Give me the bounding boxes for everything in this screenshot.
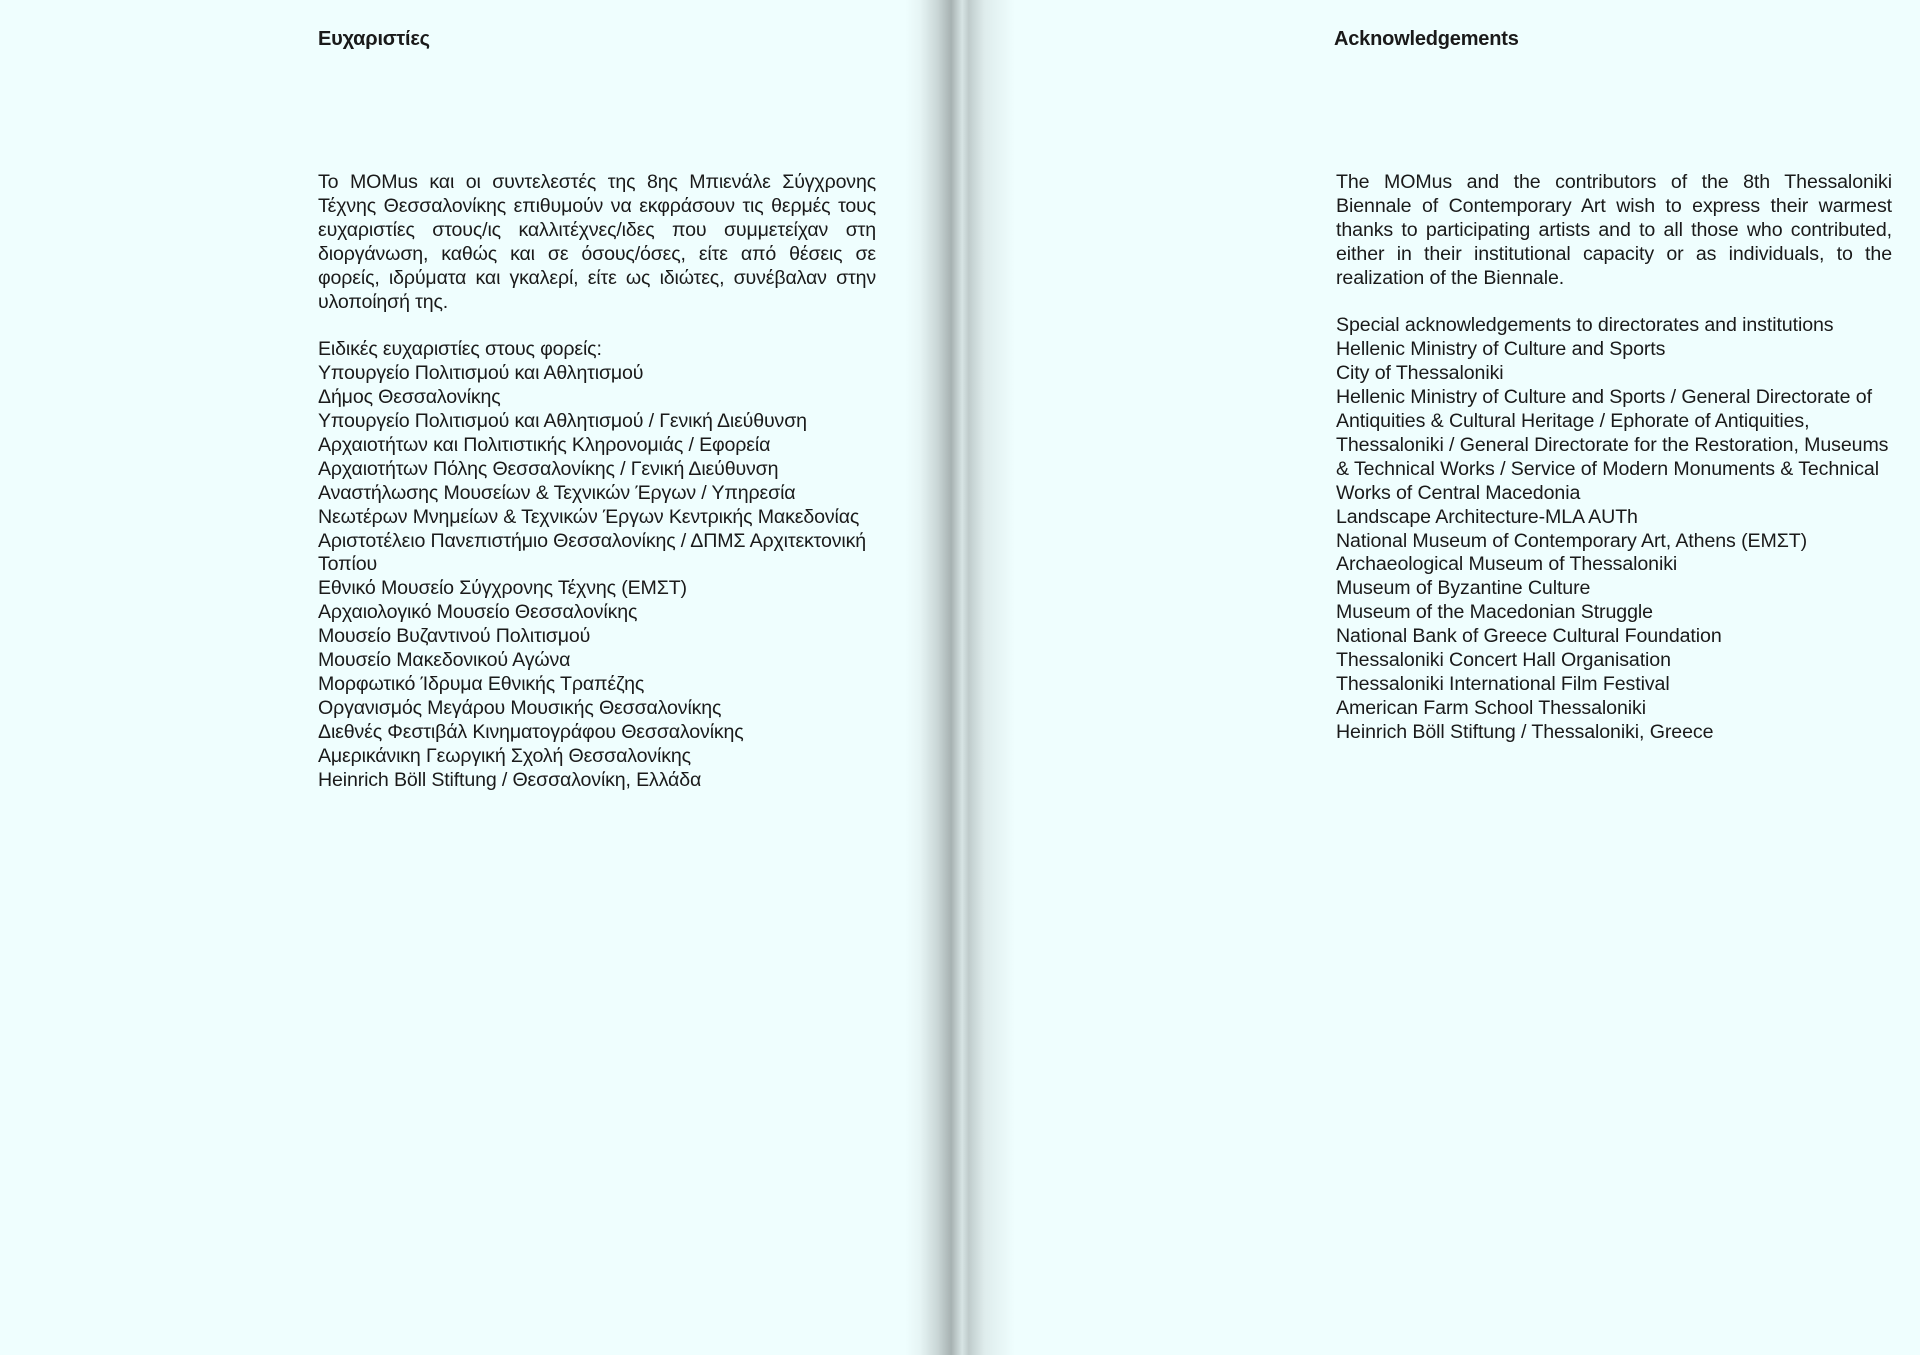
right-list-item: National Museum of Contemporary Art, Athens (ΕΜΣΤ): [1336, 529, 1808, 552]
right-list-item: National Bank of Greece Cultural Foundation: [1336, 625, 1722, 648]
left-list-item: Μουσείο Μακεδονικού Αγώνα: [318, 649, 571, 672]
left-list-item: Υπουργείο Πολιτισμού και Αθλητισμού / Γενική Διεύθυνση Αρχαιοτήτων και Πολιτιστικής Κληρονομιάς / Εφορεία Αρχαιοτήτων Πόλης Θεσσαλονίκης / Γενική Διεύθυνση Αναστήλωσης Μουσείων & Τεχνικών Έργων / Υπηρεσία Νεωτέρων Μνημείων & Τεχνικών Έργων Κεντρικής Μακεδονίας: [318, 410, 860, 528]
right-list-item: Thessaloniki International Film Festival: [1336, 673, 1670, 696]
left-list-item: Μορφωτικό Ίδρυμα Εθνικής Τραπέζης: [318, 673, 645, 696]
left-special-heading: Ειδικές ευχαριστίες στους φορείς:: [318, 338, 602, 361]
right-list-item: City of Thessaloniki: [1336, 362, 1504, 385]
right-list-item: Thessaloniki Concert Hall Organisation: [1336, 649, 1671, 672]
left-list-item: Αμερικάνικη Γεωργική Σχολή Θεσσαλονίκης: [318, 744, 691, 767]
left-page-body: [318, 171, 876, 793]
left-list-item: Heinrich Böll Stiftung / Θεσσαλονίκη, Ελλάδα: [318, 768, 702, 791]
left-list-item: Οργανισμός Μεγάρου Μουσικής Θεσσαλονίκης: [318, 696, 722, 719]
right-list-item: Heinrich Böll Stiftung / Thessaloniki, Greece: [1336, 720, 1714, 743]
right-list-item: Archaeological Museum of Thessaloniki: [1336, 553, 1678, 576]
right-list-item: Museum of the Macedonian Struggle: [1336, 601, 1653, 624]
right-list-item: American Farm School Thessaloniki: [1336, 696, 1646, 719]
left-page-title: Ευχαριστίες: [318, 28, 430, 50]
left-list-item: Αρχαιολογικό Μουσείο Θεσσαλονίκης: [318, 601, 638, 624]
right-list-item: Hellenic Ministry of Culture and Sports: [1336, 338, 1666, 361]
right-intro-paragraph: The MOMus and the contributors of the 8th Thessaloniki Biennale of Contemporary Art wish to express their warmest thanks to participating artists and to all those who contributed, either in their institutional capacity or as individuals, to the realization of the Biennale.: [1336, 171, 1892, 289]
left-list-item: Διεθνές Φεστιβάλ Κινηματογράφου Θεσσαλονίκης: [318, 720, 744, 743]
right-institution-list: [1336, 338, 1892, 744]
left-list-item: Δήμος Θεσσαλονίκης: [318, 386, 501, 409]
left-list-item: Μουσείο Βυζαντινού Πολιτισμού: [318, 625, 591, 648]
left-list-item: Εθνικό Μουσείο Σύγχρονης Τέχνης (ΕΜΣΤ): [318, 577, 687, 600]
right-page-title: Acknowledgements: [1334, 28, 1519, 50]
left-institution-list: [318, 362, 876, 792]
right-list-item: Landscape Architecture-MLA AUTh: [1336, 505, 1638, 528]
book-gutter-shadow: [905, 0, 1015, 1355]
right-list-item: Museum of Byzantine Culture: [1336, 577, 1591, 600]
right-list-item: Hellenic Ministry of Culture and Sports / General Directorate of Antiquities & Cultural Heritage / Ephorate of Antiquities, Thessaloniki / General Directorate for the Restoration, Museums & Technical Works / Service of Modern Monuments & Technical Works of Central Macedonia: [1336, 386, 1889, 504]
left-list-item: Αριστοτέλειο Πανεπιστήμιο Θεσσαλονίκης / ΔΠΜΣ Αρχιτεκτονική Τοπίου: [318, 529, 866, 576]
left-list-item: Υπουργείο Πολιτισμού και Αθλητισμού: [318, 362, 644, 385]
right-special-heading: Special acknowledgements to directorates and institutions: [1336, 314, 1834, 337]
left-intro-paragraph: Το MOMus και οι συντελεστές της 8ης Μπιενάλε Σύγχρονης Τέχνης Θεσσαλονίκης επιθυμούν να εκφράσουν τις θερμές τους ευχαριστίες στους/ις καλλιτέχνες/ιδες που συμμετείχαν στη διοργάνωση, καθώς και σε όσους/όσες, είτε από θέσεις σε φορείς, ιδρύματα και γκαλερί, είτε ως ιδιώτες, συνέβαλαν στην υλοποίησή της.: [318, 171, 876, 313]
right-page-body: [1336, 171, 1892, 745]
